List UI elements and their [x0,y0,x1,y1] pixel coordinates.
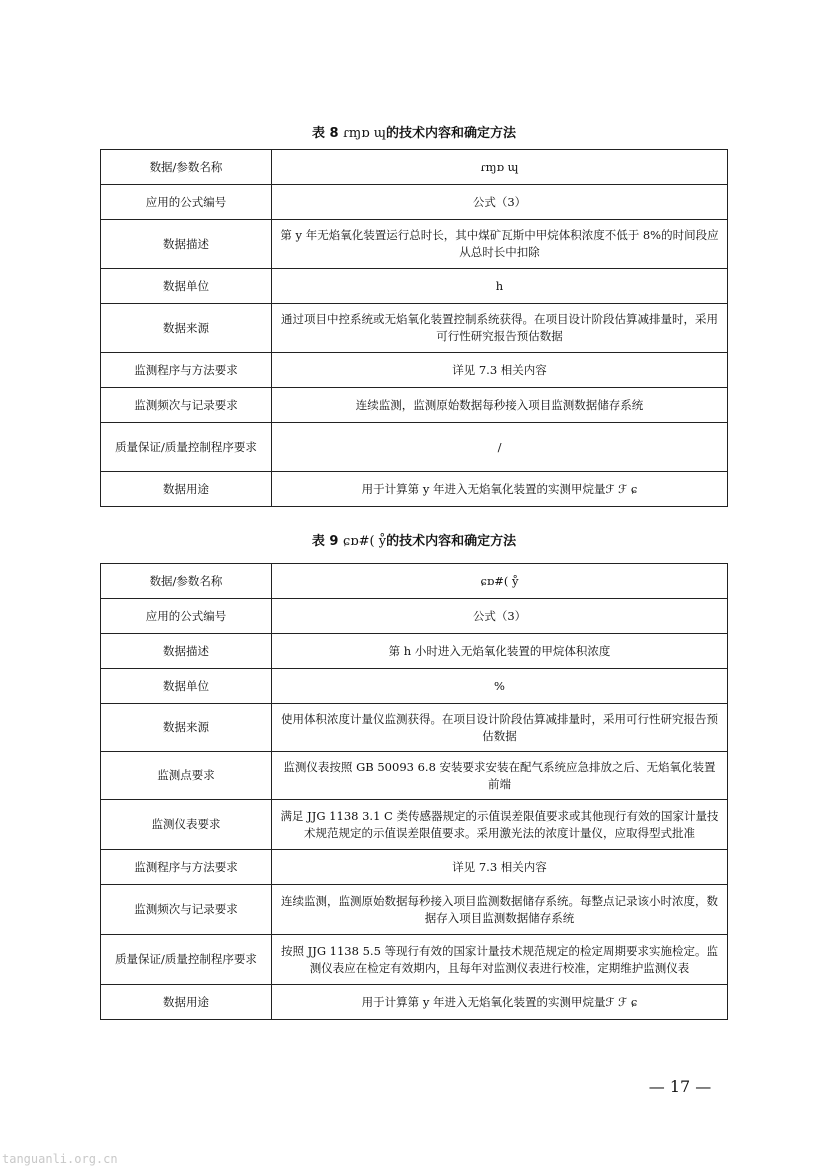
table-row [101,850,728,885]
table-key-cell: 数据来源 [101,304,272,353]
table-9-caption-symbol: ɕɒ#( ẙ [343,534,387,549]
watermark-text: tanguanli.org.cn [2,1152,118,1166]
table-value-cell: 连续监测，监测原始数据每秒接入项目监测数据储存系统 [272,388,728,423]
table-row [101,185,728,220]
table-9-caption-suffix: 的技术内容和确定方法 [386,534,517,549]
table-row [101,388,728,423]
table-row [101,304,728,353]
page-number: — 17 — [648,1077,712,1096]
table-value-cell: h [272,269,728,304]
table-key-cell: 数据来源 [101,704,272,752]
table-row [101,472,728,507]
table-row [101,423,728,472]
table-value-cell: ɾɱɒ ɰ [272,150,728,185]
table-value-cell: 满足 JJG 1138 3.1 C 类传感器规定的示值误差限值要求或其他现行有效的国家计量技术规范规定的示值误差限值要求。采用激光法的浓度计量仪，应取得型式批准 [272,800,728,850]
table-row [101,269,728,304]
table-8-caption-symbol: ɾɱɒ ɰ [343,126,387,141]
table-row [101,752,728,800]
table-row [101,669,728,704]
table-value-cell: % [272,669,728,704]
table-key-cell: 监测程序与方法要求 [101,353,272,388]
table-value-cell: / [272,423,728,472]
table-key-cell: 应用的公式编号 [101,185,272,220]
table-row [101,220,728,269]
table-value-cell: 通过项目中控系统或无焰氧化装置控制系统获得。在项目设计阶段估算减排量时，采用可行性研究报告预估数据 [272,304,728,353]
table-value-cell: 用于计算第 y 年进入无焰氧化装置的实测甲烷量ℱ ℱ ɕ [272,472,728,507]
table-value-cell: 公式（3） [272,599,728,634]
table-value-cell: ɕɒ#( ẙ [272,564,728,599]
table-value-cell: 连续监测，监测原始数据每秒接入项目监测数据储存系统。每整点记录该小时浓度，数据存入项目监测数据储存系统 [272,885,728,935]
table-8-caption [100,122,728,141]
table-value-cell: 监测仪表按照 GB 50093 6.8 安装要求安装在配气系统应急排放之后、无焰氧化装置前端 [272,752,728,800]
table-key-cell: 数据用途 [101,472,272,507]
table-value-cell: 详见 7.3 相关内容 [272,353,728,388]
table-row [101,935,728,985]
table-key-cell: 质量保证/质量控制程序要求 [101,423,272,472]
table-value-cell: 用于计算第 y 年进入无焰氧化装置的实测甲烷量ℱ ℱ ɕ [272,985,728,1020]
table-9 [100,563,728,1020]
table-row [101,800,728,850]
table-8-caption-suffix: 的技术内容和确定方法 [386,126,517,141]
table-9-caption [100,530,728,549]
table-8 [100,149,728,507]
table-value-cell: 按照 JJG 1138 5.5 等现行有效的国家计量技术规范规定的检定周期要求实施检定。监测仪表应在检定有效期内，且每年对监测仪表进行校准，定期维护监测仪表 [272,935,728,985]
table-key-cell: 数据/参数名称 [101,564,272,599]
table-9-caption-prefix: 表 9 [311,534,339,549]
table-row [101,150,728,185]
table-key-cell: 监测频次与记录要求 [101,885,272,935]
table-row [101,985,728,1020]
table-key-cell: 质量保证/质量控制程序要求 [101,935,272,985]
table-key-cell: 监测仪表要求 [101,800,272,850]
table-key-cell: 数据单位 [101,669,272,704]
table-key-cell: 数据描述 [101,634,272,669]
table-value-cell: 第 h 小时进入无焰氧化装置的甲烷体积浓度 [272,634,728,669]
table-key-cell: 数据描述 [101,220,272,269]
table-row [101,634,728,669]
table-key-cell: 应用的公式编号 [101,599,272,634]
table-key-cell: 数据用途 [101,985,272,1020]
table-key-cell: 监测点要求 [101,752,272,800]
table-row [101,353,728,388]
table-key-cell: 数据/参数名称 [101,150,272,185]
table-value-cell: 使用体积浓度计量仪监测获得。在项目设计阶段估算减排量时，采用可行性研究报告预估数据 [272,704,728,752]
table-key-cell: 监测频次与记录要求 [101,388,272,423]
table-row [101,564,728,599]
table-value-cell: 第 y 年无焰氧化装置运行总时长，其中煤矿瓦斯中甲烷体积浓度不低于 8%的时间段应从总时长中扣除 [272,220,728,269]
table-key-cell: 监测程序与方法要求 [101,850,272,885]
table-row [101,599,728,634]
table-value-cell: 公式（3） [272,185,728,220]
table-value-cell: 详见 7.3 相关内容 [272,850,728,885]
table-row [101,704,728,752]
table-8-caption-prefix: 表 8 [311,126,339,141]
table-row [101,885,728,935]
table-key-cell: 数据单位 [101,269,272,304]
